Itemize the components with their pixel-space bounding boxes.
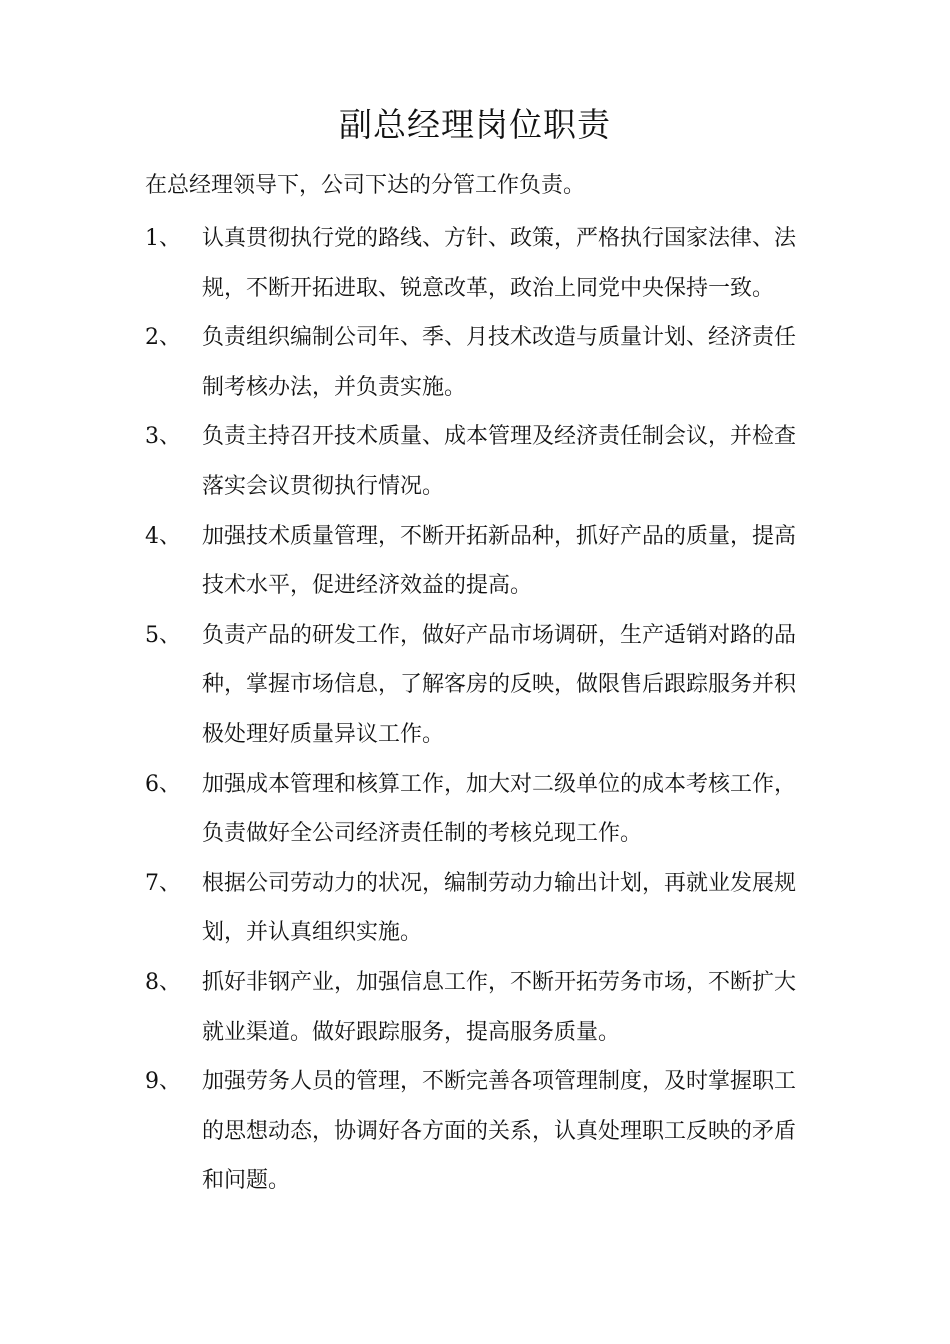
text-line: 就业渠道。做好跟踪服务，提高服务质量。 — [202, 1019, 621, 1045]
text-line: 负责主持召开技术质量、成本管理及经济责任制会议，并检查 — [202, 424, 797, 450]
text-line: 规，不断开拓进取、锐意改革，政治上同党中央保持一致。 — [202, 275, 775, 301]
text-line: 种，掌握市场信息，了解客房的反映，做限售后跟踪服务并积 — [202, 672, 797, 698]
list-item-number: 5、 — [145, 622, 181, 648]
list-item — [145, 512, 815, 611]
list-item-text — [202, 214, 815, 313]
text-line: 划，并认真组织实施。 — [202, 920, 423, 946]
text-line: 技术水平，促进经济效益的提高。 — [202, 573, 533, 599]
list-item-text — [202, 958, 815, 1057]
text-line: 负责做好全公司经济责任制的考核兑现工作。 — [202, 821, 643, 847]
text-line: 加强技术质量管理，不断开拓新品种，抓好产品的质量，提高 — [202, 523, 797, 549]
text-line: 和问题。 — [202, 1168, 291, 1194]
intro-paragraph: 在总经理领导下，公司下达的分管工作负责。 — [145, 173, 586, 198]
text-line: 的思想动态，协调好各方面的关系，认真处理职工反映的矛盾 — [202, 1118, 797, 1144]
list-item-text — [202, 859, 815, 958]
text-line: 制考核办法，并负责实施。 — [202, 374, 467, 400]
list-item-number: 4、 — [145, 523, 181, 549]
list-item-text — [202, 512, 815, 611]
list-item-text — [202, 313, 815, 412]
list-item-number: 2、 — [145, 325, 181, 351]
text-line: 加强劳务人员的管理，不断完善各项管理制度，及时掌握职工 — [202, 1069, 797, 1095]
list-item-number: 1、 — [145, 226, 181, 251]
list-item — [145, 313, 815, 412]
list-item-number: 8、 — [145, 969, 181, 995]
list-item — [145, 958, 815, 1057]
text-line: 根据公司劳动力的状况，编制劳动力输出计划，再就业发展规 — [202, 870, 797, 896]
text-line: 负责组织编制公司年、季、月技术改造与质量计划、经济责任 — [202, 325, 797, 351]
text-line: 落实会议贯彻执行情况。 — [202, 473, 445, 499]
list-item-text — [202, 1057, 815, 1206]
list-item-text — [202, 760, 815, 859]
list-item-text — [202, 412, 815, 511]
list-item — [145, 1057, 815, 1206]
list-item — [145, 214, 815, 313]
duty-list — [145, 214, 815, 1206]
list-item-number: 3、 — [145, 424, 181, 450]
text-line: 抓好非钢产业，加强信息工作，不断开拓劳务市场，不断扩大 — [202, 969, 797, 995]
list-item-number: 9、 — [145, 1069, 181, 1095]
list-item-text — [202, 611, 815, 760]
list-item — [145, 412, 815, 511]
list-item-number: 7、 — [145, 870, 181, 896]
page-title: 副总经理岗位职责 — [339, 105, 611, 144]
list-item — [145, 859, 815, 958]
text-line: 负责产品的研发工作，做好产品市场调研，生产适销对路的品 — [202, 622, 797, 648]
list-item — [145, 760, 815, 859]
text-line: 加强成本管理和核算工作，加大对二级单位的成本考核工作， — [202, 771, 797, 797]
text-line: 极处理好质量异议工作。 — [202, 721, 445, 747]
list-item-number: 6、 — [145, 771, 181, 797]
text-line: 认真贯彻执行党的路线、方针、政策，严格执行国家法律、法 — [202, 226, 797, 251]
list-item — [145, 611, 815, 760]
